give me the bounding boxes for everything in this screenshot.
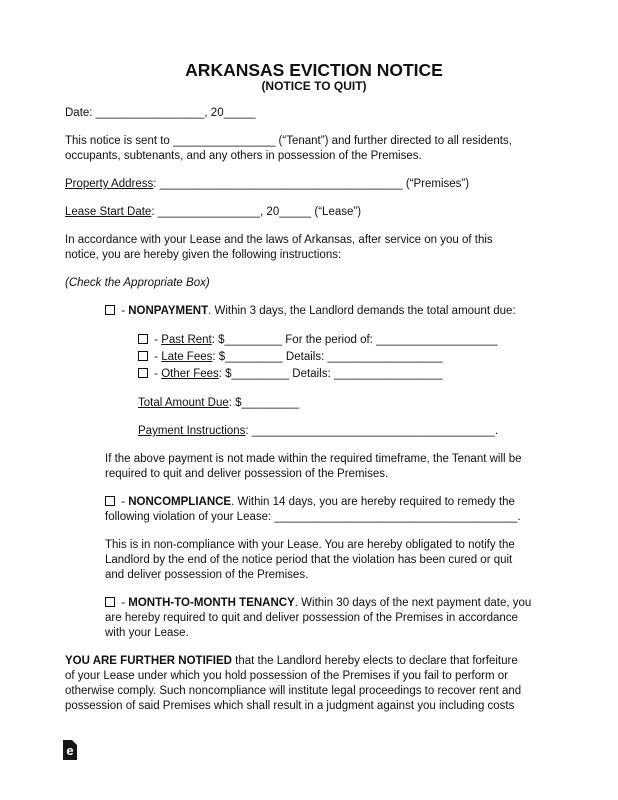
late-fees-blanks: : $_________ Details: __________________ xyxy=(212,351,443,363)
separator: - xyxy=(118,496,129,508)
fee-list xyxy=(138,332,563,383)
payment-instructions-line xyxy=(138,424,563,439)
lease-start-date-label: Lease Start Date xyxy=(65,206,152,218)
further-notice-text: that the Landlord hereby elects to declare that forfeiture xyxy=(231,655,518,667)
past-rent-label: Past Rent xyxy=(161,334,212,346)
past-rent-blanks: : $_________ For the period of: ___________________ xyxy=(211,334,498,346)
separator: - xyxy=(151,368,162,380)
further-notice-label: YOU ARE FURTHER NOTIFIED xyxy=(65,655,232,667)
document-subtitle: (NOTICE TO QUIT) xyxy=(261,79,367,93)
separator: - xyxy=(118,597,129,609)
property-address-line xyxy=(65,177,563,192)
nonpayment-checkbox[interactable] xyxy=(105,305,115,315)
intro-paragraph xyxy=(65,134,563,164)
noncompliance-checkbox[interactable] xyxy=(105,496,115,506)
payment-instructions-blank: : ______________________________________. xyxy=(245,425,499,437)
month-to-month-line-2: are hereby required to quit and deliver possession of the Premises in accordance xyxy=(105,612,518,624)
late-fees-label: Late Fees xyxy=(161,351,213,363)
noncompliance-label: NONCOMPLIANCE xyxy=(128,496,232,508)
noncompliance-note-line-1: This is in non-compliance with your Lease. You are hereby obligated to notify the xyxy=(105,539,515,551)
month-to-month-line-3: with your Lease. xyxy=(105,627,189,639)
noncompliance-line-2: following violation of your Lease: ______________________________________. xyxy=(105,511,521,523)
noncompliance-note-line-3: and deliver possession of the Premises. xyxy=(105,569,309,581)
total-amount-due-blank: : $_________ xyxy=(228,397,300,409)
document-title: ARKANSAS EVICTION NOTICE xyxy=(185,60,443,80)
lease-start-date-blank: : ________________, 20_____ (“Lease”) xyxy=(151,206,362,218)
total-amount-due-label: Total Amount Due xyxy=(138,397,229,409)
date-field: Date: _________________, 20_____ xyxy=(65,107,256,119)
eforms-logo-icon xyxy=(63,740,77,760)
payment-warning-paragraph xyxy=(105,452,563,482)
instructions-paragraph xyxy=(65,233,563,263)
payment-warning-line-2: required to quit and deliver possession of the Premises. xyxy=(105,468,389,480)
date-line xyxy=(65,106,563,121)
other-fees-checkbox[interactable] xyxy=(138,368,148,378)
further-notice-line-3: otherwise comply. Such noncompliance will institute legal proceedings to recover rent and xyxy=(65,685,522,697)
separator: - xyxy=(151,351,162,363)
property-address-blank: : ______________________________________ (“Premises”) xyxy=(153,178,470,190)
further-notice-paragraph xyxy=(65,654,563,714)
further-notice-line-4: possession of said Premises which shall result in a judgment against you including costs xyxy=(65,700,515,712)
check-box-note xyxy=(65,276,563,291)
noncompliance-note-paragraph xyxy=(105,538,563,583)
fee-row-other-fees xyxy=(138,366,563,383)
other-fees-blanks: : $_________ Details: _________________ xyxy=(218,368,443,380)
noncompliance-note-line-2: Landlord by the end of the notice period that the violation has been cured or quit xyxy=(105,554,513,566)
fee-row-past-rent xyxy=(138,332,563,349)
instructions-line-2: notice, you are hereby given the following instructions: xyxy=(65,249,342,261)
lease-start-date-line xyxy=(65,205,563,220)
property-address-label: Property Address xyxy=(65,178,154,190)
logo-letter: e xyxy=(66,743,74,758)
month-to-month-option xyxy=(105,596,563,641)
late-fees-checkbox[interactable] xyxy=(138,351,148,361)
month-to-month-label: MONTH-TO-MONTH TENANCY xyxy=(128,597,295,609)
separator: - xyxy=(151,334,162,346)
total-amount-due-line xyxy=(138,396,563,411)
noncompliance-text: . Within 14 days, you are hereby required to remedy the xyxy=(231,496,515,508)
nonpayment-option xyxy=(105,304,563,319)
intro-line-1: This notice is sent to ________________ (“Tenant”) and further directed to all residents, xyxy=(65,135,512,147)
payment-instructions-label: Payment Instructions xyxy=(138,425,246,437)
check-box-note-text: (Check the Appropriate Box) xyxy=(65,277,210,289)
payment-warning-line-1: If the above payment is not made within the required timeframe, the Tenant will be xyxy=(105,453,522,465)
nonpayment-label: NONPAYMENT xyxy=(128,305,209,317)
fee-row-late-fees xyxy=(138,349,563,366)
past-rent-checkbox[interactable] xyxy=(138,334,148,344)
noncompliance-option xyxy=(105,495,563,525)
other-fees-label: Other Fees xyxy=(161,368,219,380)
month-to-month-checkbox[interactable] xyxy=(105,597,115,607)
month-to-month-text: . Within 30 days of the next payment date, you xyxy=(294,597,532,609)
instructions-line-1: In accordance with your Lease and the laws of Arkansas, after service on you of this xyxy=(65,234,493,246)
intro-line-2: occupants, subtenants, and any others in possession of the Premises. xyxy=(65,150,422,162)
nonpayment-text: . Within 3 days, the Landlord demands the total amount due: xyxy=(208,305,516,317)
further-notice-line-2: of your Lease under which you hold possession of the Premises if you fail to perform or xyxy=(65,670,508,682)
separator: - xyxy=(118,305,129,317)
